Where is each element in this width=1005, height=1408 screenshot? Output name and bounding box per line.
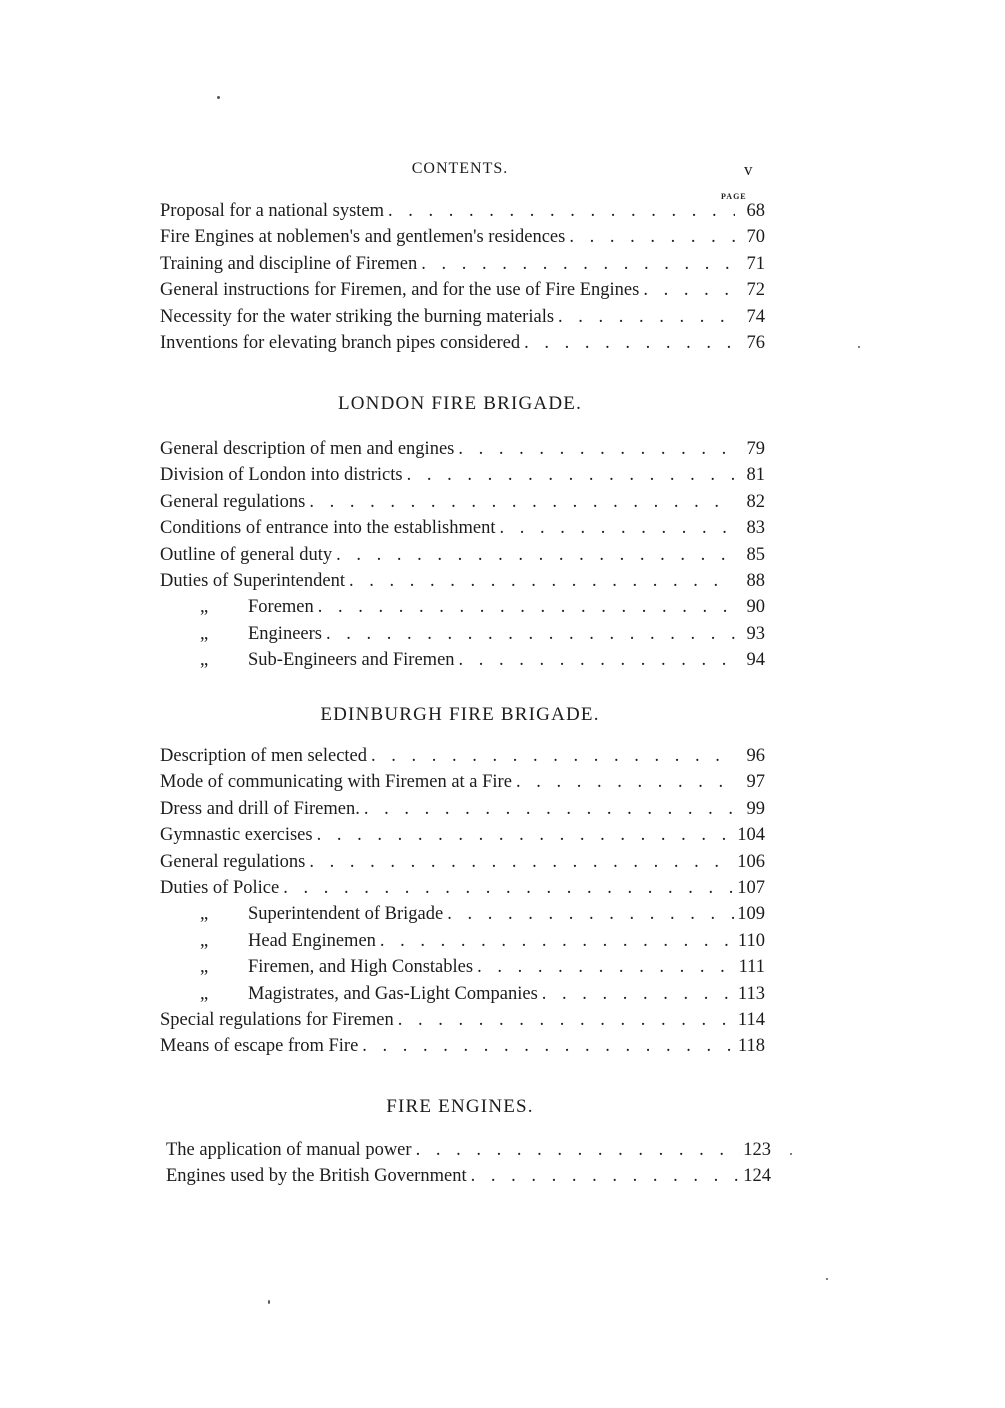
toc-block-general xyxy=(160,201,765,359)
dot-leader xyxy=(313,825,735,846)
dot-leader xyxy=(639,280,735,301)
toc-entry xyxy=(160,571,765,597)
toc-entry-title: Means of escape from Fire xyxy=(160,1036,359,1057)
toc-entry xyxy=(160,254,765,280)
toc-entry-page: 70 xyxy=(746,227,765,248)
dot-leader xyxy=(554,307,735,328)
toc-entry-title: Training and discipline of Firemen xyxy=(160,253,418,274)
toc-block-engines xyxy=(166,1140,771,1193)
toc-entry-title: Inventions for elevating branch pipes considered xyxy=(160,332,521,353)
toc-entry-page: 81 xyxy=(746,465,765,486)
toc-entry-page: 114 xyxy=(737,1009,765,1030)
toc-entry-page: 107 xyxy=(737,877,765,898)
toc-entry xyxy=(160,307,765,333)
dot-leader xyxy=(443,904,735,925)
toc-entry-page: 123 xyxy=(743,1140,771,1160)
toc-entry-page: 90 xyxy=(746,597,765,618)
section-title-edinburgh: EDINBURGH FIRE BRIGADE. xyxy=(320,704,600,725)
dot-leader xyxy=(412,1140,741,1161)
toc-entry xyxy=(160,746,765,772)
toc-entry-title: The application of manual power xyxy=(166,1140,412,1160)
dot-leader xyxy=(332,545,735,566)
dot-leader xyxy=(345,571,735,592)
toc-entry-page: 79 xyxy=(746,439,765,459)
ditto-mark: „ xyxy=(200,623,209,644)
dot-leader xyxy=(360,799,735,820)
toc-entry-title: Head Enginemen xyxy=(248,930,376,951)
toc-entry-page: 97 xyxy=(746,772,765,793)
ditto-mark: „ xyxy=(200,957,209,978)
toc-entry-title: Engineers xyxy=(248,623,322,644)
toc-entry-page: 106 xyxy=(737,851,765,872)
ditto-mark: „ xyxy=(200,904,209,925)
toc-entry-title: Duties of Police xyxy=(160,877,280,898)
toc-entry-page: 109 xyxy=(737,904,765,925)
toc-entry xyxy=(160,931,765,957)
toc-entry-title: Necessity for the water striking the burning materials xyxy=(160,306,555,327)
toc-entry-title: Conditions of entrance into the establishment xyxy=(160,518,496,539)
toc-entry xyxy=(160,333,765,359)
toc-entry-title: Division of London into districts xyxy=(160,465,403,486)
toc-entry-page: 76 xyxy=(746,332,765,353)
paper-speck xyxy=(858,346,860,348)
toc-block-london xyxy=(160,439,765,677)
running-title: CONTENTS. xyxy=(411,160,509,177)
dot-leader xyxy=(538,984,735,1005)
toc-entry xyxy=(166,1166,771,1192)
toc-entry xyxy=(160,201,765,227)
toc-entry xyxy=(160,597,765,623)
toc-entry-title: General regulations xyxy=(160,491,306,512)
toc-entry-title: Gymnastic exercises xyxy=(160,825,313,846)
toc-entry xyxy=(160,280,765,306)
toc-entry-title: Sub-Engineers and Firemen xyxy=(248,650,455,671)
toc-entry-title: Engines used by the British Government xyxy=(166,1166,467,1187)
toc-entry-page: 74 xyxy=(746,306,765,327)
toc-entry-title: Foremen xyxy=(248,597,314,618)
toc-entry xyxy=(160,650,765,676)
toc-block-edinburgh xyxy=(160,746,765,1063)
toc-entry-page: 72 xyxy=(746,280,765,301)
toc-entry-title: Description of men selected xyxy=(160,746,368,766)
dot-leader xyxy=(376,931,735,952)
dot-leader xyxy=(512,772,735,793)
toc-entry xyxy=(160,878,765,904)
toc-entry xyxy=(160,1010,765,1036)
toc-entry xyxy=(160,624,765,650)
toc-entry-page: 93 xyxy=(746,623,765,644)
toc-entry-title: General instructions for Firemen, and for the use of Fire Engines xyxy=(160,280,640,301)
toc-entry-page: 71 xyxy=(746,253,765,274)
toc-entry-page: 82 xyxy=(746,491,765,512)
toc-entry-title: Duties of Superintendent xyxy=(160,570,345,591)
paper-speck xyxy=(268,1300,270,1304)
toc-entry-title: Special regulations for Firemen xyxy=(160,1009,394,1030)
ditto-mark: „ xyxy=(200,983,209,1004)
dot-leader xyxy=(358,1036,735,1057)
dot-leader xyxy=(305,852,735,873)
toc-entry xyxy=(160,492,765,518)
toc-entry-title: Proposal for a national system xyxy=(160,201,385,221)
ditto-mark: „ xyxy=(200,930,209,951)
toc-entry-title: Fire Engines at noblemen's and gentlemen's residences xyxy=(160,227,566,248)
dot-leader xyxy=(384,201,735,222)
dot-leader xyxy=(394,1010,735,1031)
toc-entry-page: 99 xyxy=(746,798,765,819)
toc-entry-title: Mode of communicating with Firemen at a Fire xyxy=(160,772,512,793)
toc-entry xyxy=(160,799,765,825)
toc-entry-page: 83 xyxy=(746,518,765,539)
page-number: v xyxy=(744,160,753,179)
paper-speck xyxy=(790,1153,792,1155)
dot-leader xyxy=(454,439,735,460)
toc-entry xyxy=(160,984,765,1010)
dot-leader xyxy=(565,227,735,248)
toc-entry xyxy=(160,545,765,571)
dot-leader xyxy=(496,518,735,539)
toc-entry-page: 110 xyxy=(737,930,765,951)
toc-entry-title: Outline of general duty xyxy=(160,544,333,565)
toc-entry xyxy=(160,825,765,851)
toc-entry xyxy=(160,518,765,544)
dot-leader xyxy=(322,624,735,645)
ditto-mark: „ xyxy=(200,597,209,618)
toc-entry-page: 124 xyxy=(743,1166,771,1187)
toc-entry-page: 88 xyxy=(746,570,765,591)
toc-entry-page: 94 xyxy=(746,650,765,671)
paper-speck xyxy=(826,1278,828,1280)
toc-entry-title: Firemen, and High Constables xyxy=(248,957,474,978)
toc-entry xyxy=(160,1036,765,1062)
paper-speck xyxy=(217,96,220,99)
toc-entry xyxy=(160,852,765,878)
toc-entry-title: Dress and drill of Firemen. xyxy=(160,798,360,819)
toc-entry-title: Magistrates, and Gas-Light Companies xyxy=(248,983,538,1004)
toc-entry xyxy=(160,227,765,253)
toc-entry xyxy=(166,1140,771,1166)
dot-leader xyxy=(455,650,735,671)
dot-leader xyxy=(467,1166,741,1187)
toc-entry-page: 96 xyxy=(746,746,765,766)
dot-leader xyxy=(473,957,735,978)
toc-entry-page: 68 xyxy=(746,201,765,221)
dot-leader xyxy=(417,254,735,275)
section-title-london: LONDON FIRE BRIGADE. xyxy=(337,393,583,414)
section-title-engines: FIRE ENGINES. xyxy=(386,1096,534,1117)
toc-entry xyxy=(160,439,765,465)
toc-entry-title: Superintendent of Brigade xyxy=(248,904,444,925)
dot-leader xyxy=(279,878,735,899)
toc-entry-page: 113 xyxy=(737,983,765,1004)
dot-leader xyxy=(314,597,735,618)
toc-entry-page: 111 xyxy=(738,957,765,978)
toc-entry-title: General regulations xyxy=(160,851,306,872)
toc-entry-title: General description of men and engines xyxy=(160,439,455,459)
ditto-mark: „ xyxy=(200,650,209,671)
toc-entry-page: 104 xyxy=(737,825,765,846)
dot-leader xyxy=(367,746,735,767)
dot-leader xyxy=(403,465,735,486)
page-column-label: PAGE xyxy=(721,192,747,201)
toc-entry xyxy=(160,904,765,930)
toc-entry-page: 118 xyxy=(737,1036,765,1057)
dot-leader xyxy=(305,492,735,513)
dot-leader xyxy=(520,333,735,354)
toc-entry xyxy=(160,465,765,491)
toc-entry xyxy=(160,772,765,798)
toc-entry xyxy=(160,957,765,983)
toc-entry-page: 85 xyxy=(746,544,765,565)
